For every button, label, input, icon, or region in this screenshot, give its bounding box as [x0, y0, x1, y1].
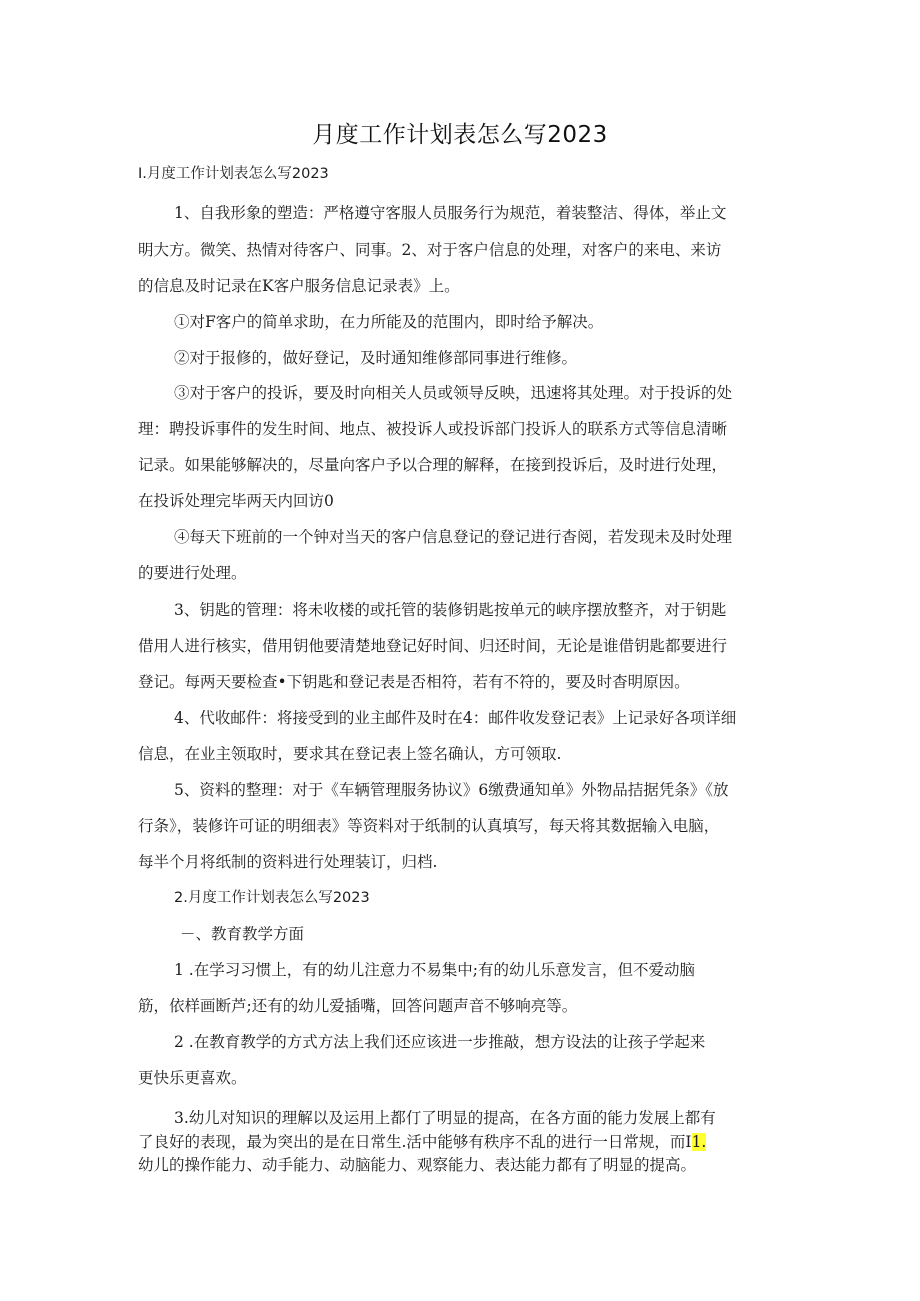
- paragraph-line: 明大方。微笑、热情对待客户、同事。2、对于客户信息的处理，对客户的来电、来访: [138, 241, 722, 259]
- paragraph-line: 3、钥匙的管理：将未收楼的或托管的装修钥匙按单元的峡序摆放整齐，对于钥匙: [174, 601, 727, 619]
- paragraph-line-with-highlight: [138, 1132, 706, 1152]
- section-heading-2: 2.月度工作计划表怎么写2023: [174, 890, 370, 906]
- paragraph-line: 2 .在教育教学的方式方法上我们还应该进一步推敲，想方设法的让孩子学起来: [174, 1033, 706, 1051]
- paragraph-line: 1、自我形象的塑造：严格遵守客服人员服务行为规范，着装整洁、得体，举止文: [174, 204, 727, 222]
- subsection-heading: －、教育教学方面: [180, 925, 305, 943]
- paragraph-line: 信息，在业主领取时，要求其在登记表上签名确认，方可领取.: [138, 745, 562, 763]
- paragraph-line: 的信息及时记录在K客户服务信息记录表》上。: [138, 277, 460, 295]
- paragraph-line: 行条》，装修许可证的明细表》等资料对于纸制的认真填写，每天将其数据输入电脑，: [138, 817, 720, 835]
- paragraph-line: ④每天下班前的一个钟对当天的客户信息登记的登记进行杳阅，若发现未及时处理: [174, 528, 733, 546]
- paragraph-line: ①对F客户的简单求助，在力所能及的范围内，即时给予解决。: [174, 313, 604, 331]
- paragraph-line: 幼儿的操作能力、动手能力、动脑能力、观察能力、表达能力都有了明显的提高。: [138, 1156, 697, 1174]
- paragraph-line: 筋，依样画断芦;还有的幼儿爱插嘴，回答问题声音不够响亮等。: [138, 997, 578, 1015]
- paragraph-line: 4、代收邮件：将接受到的业主邮件及时在4：邮件收发登记表》上记录好各项详细: [174, 709, 737, 727]
- paragraph-line: 记录。如果能够解决的，尽量向客户予以合理的解释，在接到投诉后，及时进行处理，: [138, 456, 728, 474]
- paragraph-line: 更快乐更喜欢。: [138, 1069, 247, 1087]
- paragraph-line: ②对于报修的，做好登记，及时通知维修部同事进行维修。: [174, 349, 578, 367]
- paragraph-line: 每半个月将纸制的资料进行处理装订，归档.: [138, 853, 438, 871]
- highlighted-text: 1.: [691, 1133, 707, 1151]
- document-title: 月度工作计划表怎么写2023: [312, 122, 608, 148]
- paragraph-line: 5、资料的整理：对于《车辆管理服务协议》6缴费通知单》外物品拮据凭条》《放: [174, 781, 729, 799]
- paragraph-line: 登记。每两天要检查•下钥匙和登记表是否相符，若有不符的，要及时杳明原因。: [138, 673, 690, 691]
- paragraph-line: 3.幼儿对知识的理解以及运用上都仃了明显的提高，在各方面的能力发展上都有: [174, 1109, 716, 1127]
- paragraph-line: 在投诉处理完毕两天内回访0: [138, 492, 334, 510]
- paragraph-line: 1 .在学习习惯上，有的幼儿注意力不易集中;有的幼儿乐意发言，但不爱动脑: [174, 961, 695, 979]
- paragraph-line: ③对于客户的投诉，要及时向相关人员或领导反映，迅速将其处理。对于投诉的处: [174, 384, 733, 402]
- paragraph-line: 理：聘投诉事件的发生时间、地点、被投诉人或投诉部门投诉人的联系方式等信息清晰: [138, 420, 728, 438]
- paragraph-line: 借用人进行核实，借用钥他要清楚地登记好时间、归还时间，无论是谁借钥匙都要进行: [138, 637, 728, 655]
- section-heading-1: I.月度工作计划表怎么写2023: [138, 166, 329, 182]
- paragraph-line: 的要进行处理。: [138, 564, 247, 582]
- paragraph-line-text: 了良好的表现，最为突出的是在日常生.活中能够有秩序不乱的进行一日常规，而I: [138, 1133, 692, 1151]
